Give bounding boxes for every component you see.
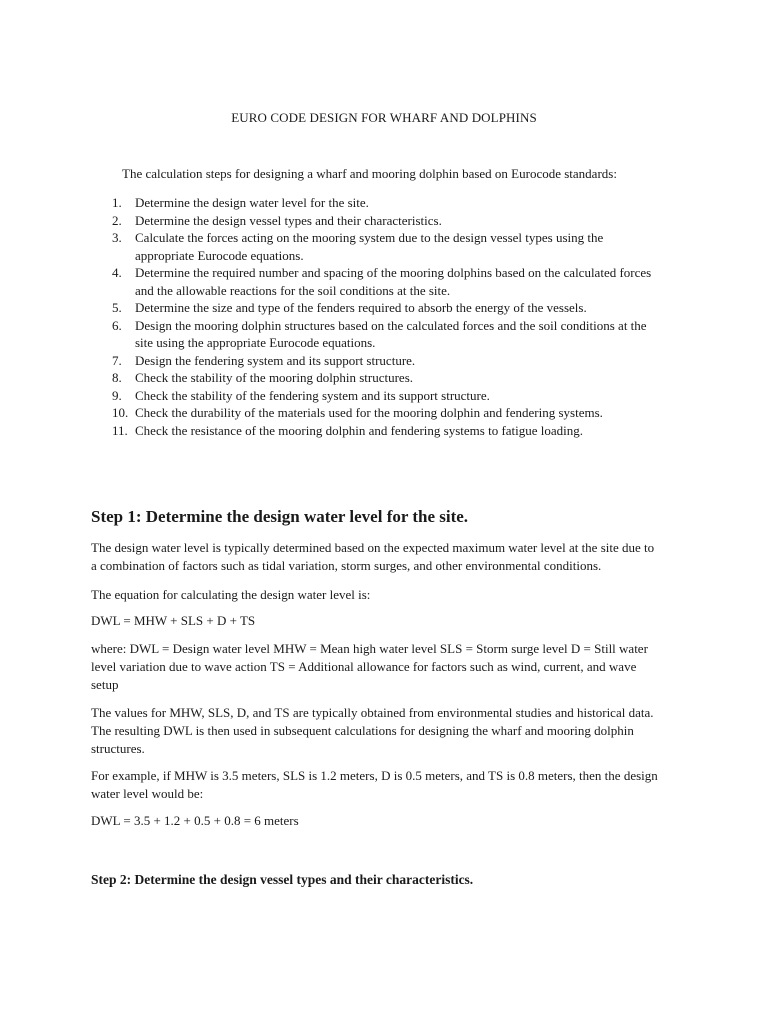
list-item-number: 7. — [112, 352, 122, 368]
step1-paragraph-intro: The design water level is typically determined based on the expected maximum water level at the site due to a combination of factors such as tidal variation, storm surges, and other environmental conditions. — [91, 540, 655, 573]
step1-equation: DWL = MHW + SLS + D + TS — [91, 613, 256, 628]
list-item — [112, 264, 652, 299]
list-item — [112, 422, 652, 440]
list-item-text: Determine the design water level for the site. — [135, 195, 369, 210]
list-item-text: Calculate the forces acting on the mooring system due to the design vessel types using the appropriate Eurocode equations. — [135, 230, 604, 263]
list-item — [112, 404, 652, 422]
list-item-number: 11. — [112, 422, 128, 438]
list-item — [112, 194, 652, 212]
list-item-number: 2. — [112, 212, 122, 228]
list-item — [112, 387, 652, 405]
list-item-text: Design the mooring dolphin structures based on the calculated forces and the soil conditions at the site using the appropriate Eurocode equations. — [135, 317, 647, 350]
list-item-text: Check the resistance of the mooring dolphin and fendering systems to fatigue loading. — [135, 422, 584, 438]
list-item-number: 5. — [112, 300, 122, 315]
step1-where-definitions: where: DWL = Design water level MHW = Mean high water level SLS = Storm surge level D = Still water level variation due to wave action TS = Additional allowance for factors such as wind, current, and wave setup — [91, 641, 648, 692]
list-item-number: 6. — [112, 317, 122, 333]
step1-heading: Step 1: Determine the design water level for the site. — [91, 507, 469, 526]
list-item-number: 9. — [112, 387, 122, 403]
step1-paragraph-equation-intro: The equation for calculating the design water level is: — [91, 587, 371, 602]
list-item — [112, 352, 652, 370]
list-item-number: 3. — [112, 230, 122, 245]
list-item — [112, 212, 652, 230]
list-item-text: Determine the required number and spacing of the mooring dolphins based on the calculated forces and the allowable reactions for the soil conditions at the site. — [135, 265, 652, 298]
intro-paragraph: The calculation steps for designing a wharf and mooring dolphin based on Eurocode standards: — [122, 166, 617, 181]
list-item-text: Check the durability of the materials used for the mooring dolphin and fendering systems. — [135, 405, 603, 420]
steps-list — [112, 194, 652, 439]
list-item-number: 4. — [112, 265, 122, 280]
list-item-number: 10. — [112, 405, 129, 420]
step1-paragraph-values: The values for MHW, SLS, D, and TS are typically obtained from environmental studies and historical data. The resulting DWL is then used in subsequent calculations for designing the wharf and mooring dolphin structures. — [91, 705, 654, 756]
step1-paragraph-example: For example, if MHW is 3.5 meters, SLS is 1.2 meters, D is 0.5 meters, and TS is 0.8 meters, then the design water level would be: — [91, 768, 658, 801]
list-item — [112, 229, 652, 264]
document-title: EURO CODE DESIGN FOR WHARF AND DOLPHINS — [231, 110, 537, 125]
list-item — [112, 317, 652, 352]
list-item-text: Check the stability of the mooring dolphin structures. — [135, 370, 414, 385]
list-item-text: Check the stability of the fendering system and its support structure. — [135, 387, 490, 403]
list-item-text: Determine the design vessel types and their characteristics. — [135, 212, 442, 228]
list-item-number: 1. — [112, 195, 122, 210]
step2-heading: Step 2: Determine the design vessel types and their characteristics. — [91, 872, 474, 887]
list-item-text: Determine the size and type of the fenders required to absorb the energy of the vessels. — [135, 300, 587, 315]
list-item — [112, 299, 652, 317]
step1-result-equation: DWL = 3.5 + 1.2 + 0.5 + 0.8 = 6 meters — [91, 813, 299, 828]
list-item — [112, 369, 652, 387]
list-item-number: 8. — [112, 370, 122, 385]
list-item-text: Design the fendering system and its support structure. — [135, 352, 416, 368]
